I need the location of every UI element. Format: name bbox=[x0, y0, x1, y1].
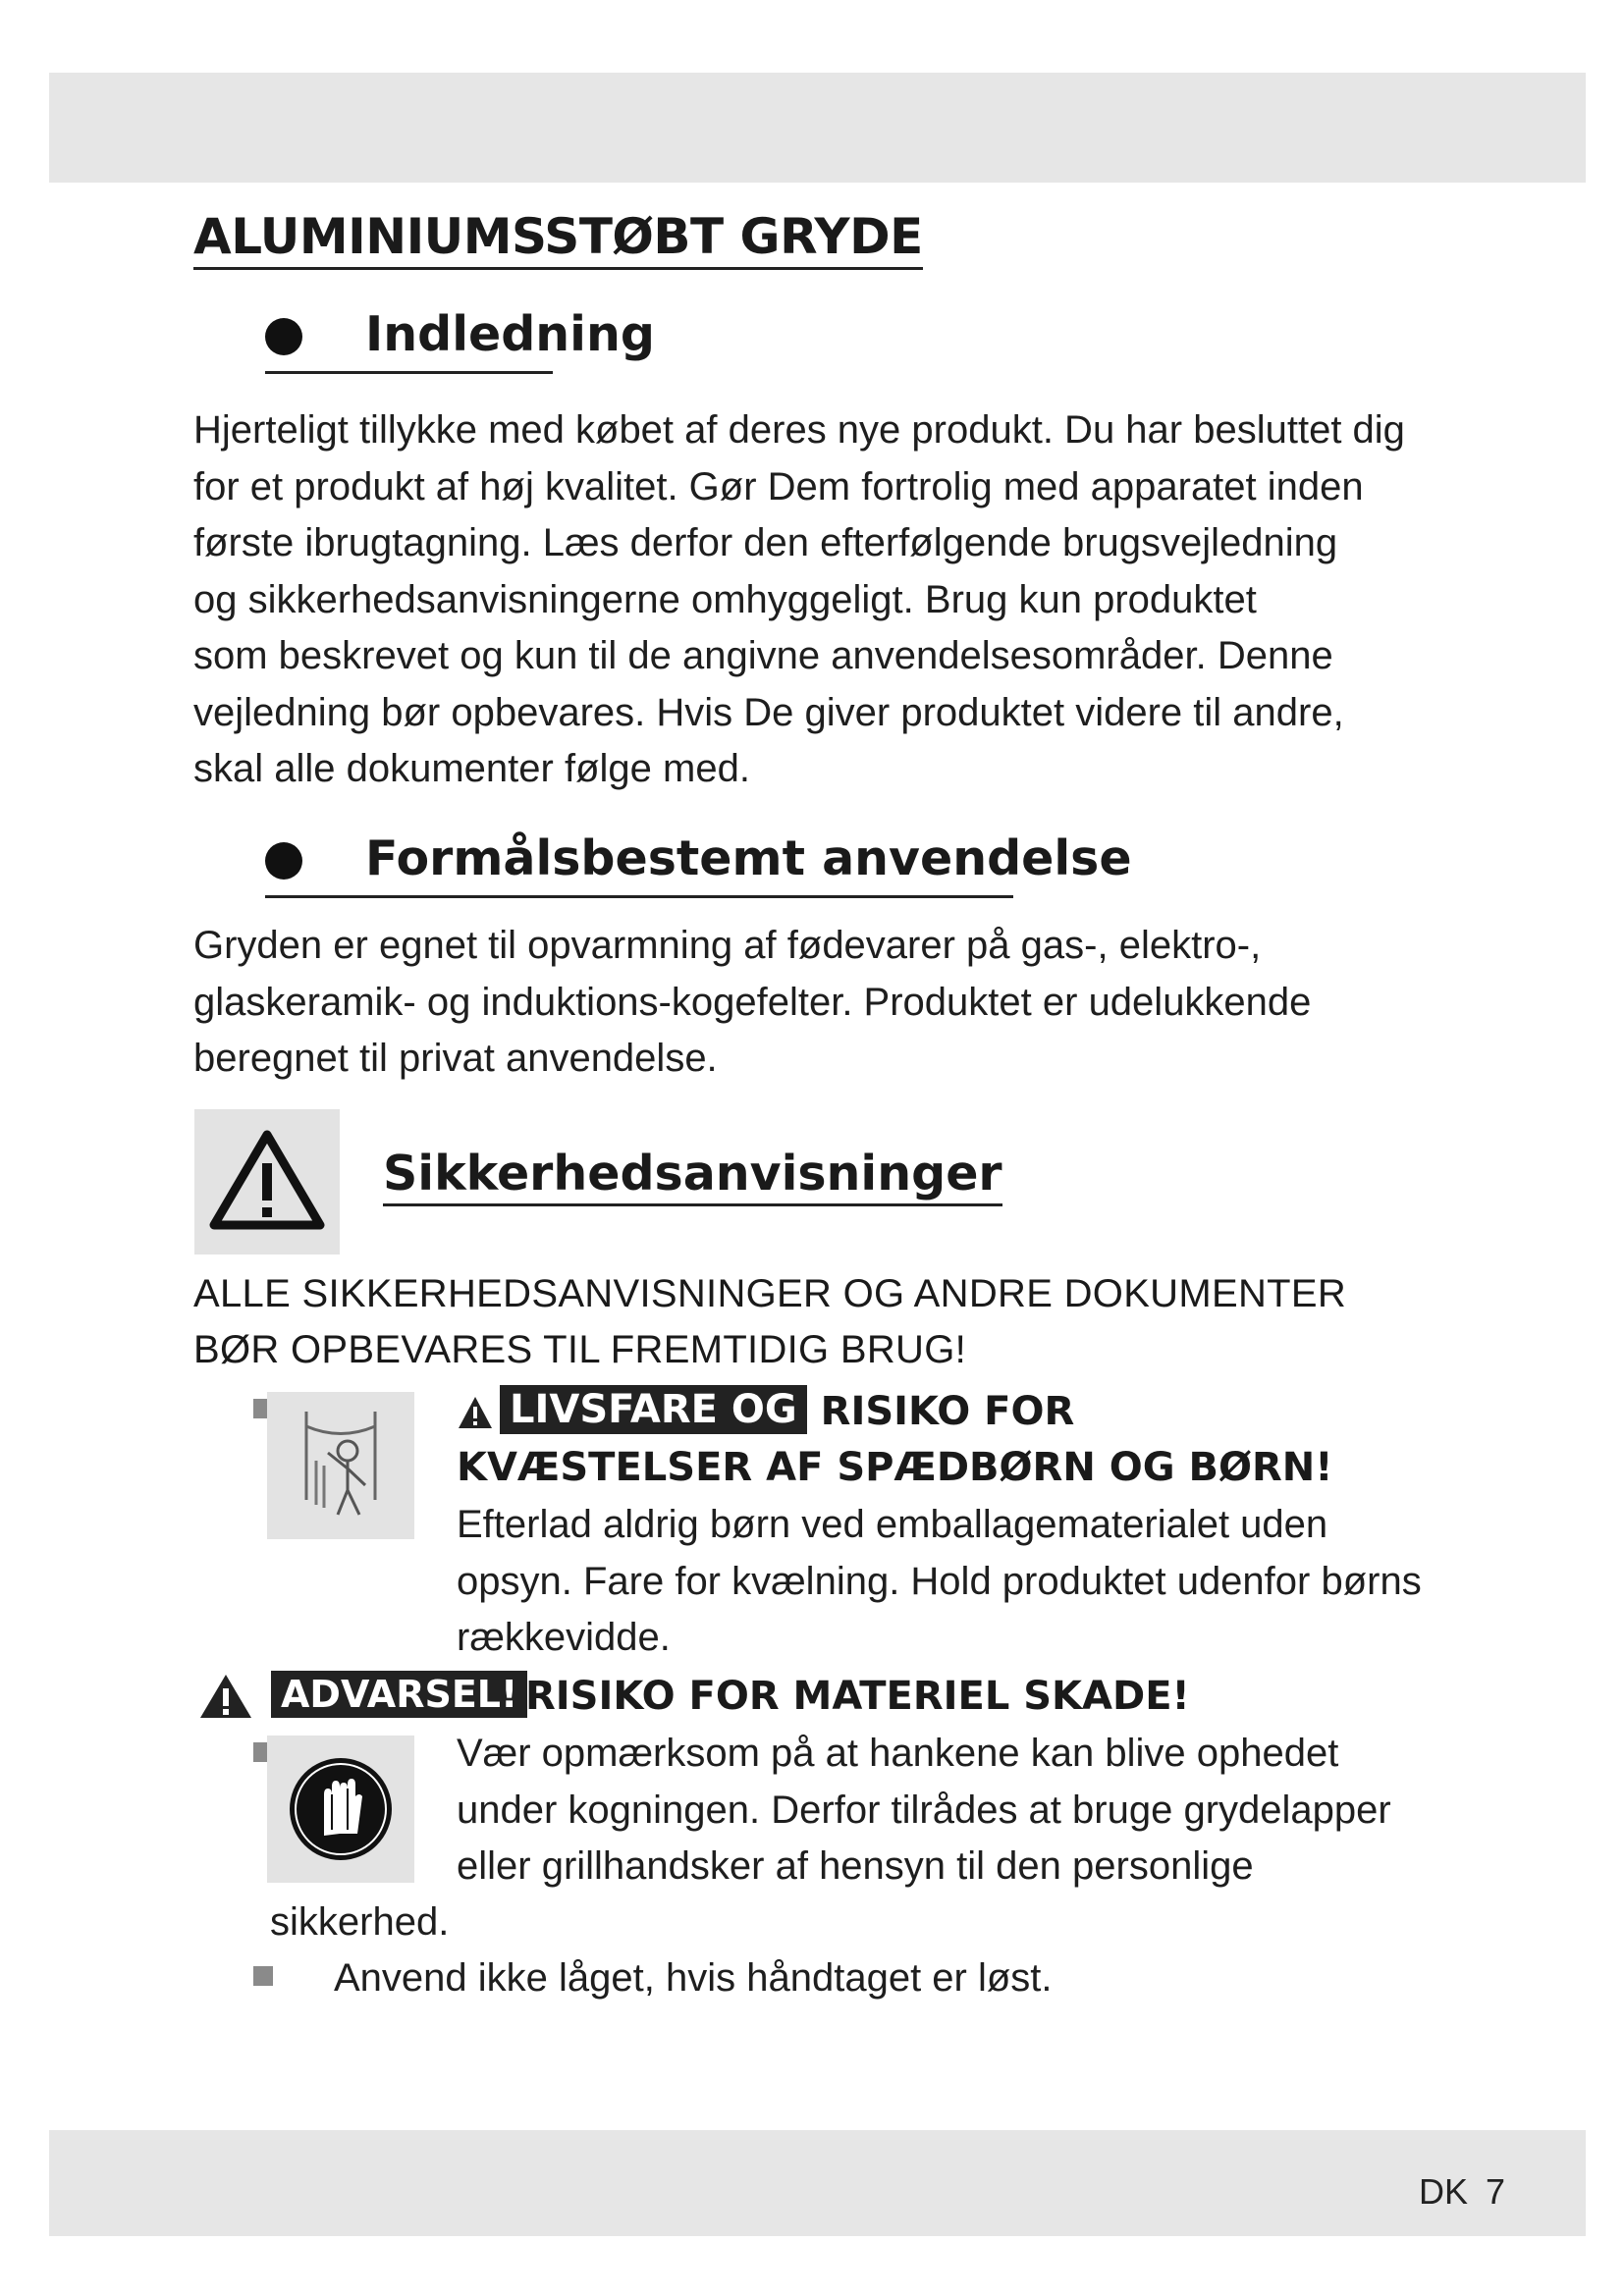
gloves-icon bbox=[267, 1735, 414, 1883]
warning-text-tail: sikkerhed. bbox=[270, 1900, 450, 1944]
advarsel-tag: ADVARSEL! bbox=[271, 1671, 527, 1718]
warning-triangle-icon bbox=[457, 1395, 494, 1430]
danger-line2: KVÆSTELSER AF SPÆDBØRN OG BØRN! bbox=[457, 1445, 1333, 1490]
child-hazard-icon bbox=[267, 1392, 414, 1539]
heading-underline bbox=[265, 895, 1013, 898]
intro-heading: Indledning bbox=[365, 306, 655, 362]
intended-use-heading: Formålsbestemt anvendelse bbox=[365, 830, 1132, 886]
page-language: DK bbox=[1418, 2171, 1468, 2212]
footer-band bbox=[49, 2130, 1586, 2236]
safety-heading: Sikkerhedsanvisninger bbox=[383, 1146, 1002, 1206]
danger-line1: RISIKO FOR bbox=[820, 1389, 1075, 1434]
bullet-dot-icon bbox=[265, 842, 302, 880]
page-number bbox=[1419, 2171, 1505, 2213]
danger-line bbox=[457, 1384, 1074, 1440]
bullet-lid-text: Anvend ikke låget, hvis håndtaget er løst. bbox=[334, 1956, 1053, 2000]
warning-triangle-icon bbox=[194, 1109, 340, 1255]
bullet-dot-icon bbox=[265, 318, 302, 355]
danger-text: Efterlad aldrig børn ved emballagematerialet uden opsyn. Fare for kvælning. Hold produktet udenfor børns rækkevidde. bbox=[457, 1503, 1422, 1659]
intended-use-paragraph: Gryden er egnet til opvarmning af fødevarer på gas-, elektro-, glaskeramik- og induktions-kogefelter. Produktet er udelukkende beregnet til privat anvendelse. bbox=[193, 924, 1312, 1080]
document-title: ALUMINIUMSSTØBT GRYDE bbox=[193, 208, 923, 270]
danger-tag: LIVSFARE OG bbox=[500, 1385, 807, 1434]
header-band bbox=[49, 73, 1586, 183]
warning-triangle-icon bbox=[196, 1671, 255, 1722]
safety-intro-caps: ALLE SIKKERHEDSANVISNINGER OG ANDRE DOKUMENTER BØR OPBEVARES TIL FREMTIDIG BRUG! bbox=[193, 1272, 1347, 1371]
heading-underline bbox=[265, 371, 553, 374]
warning-text: Vær opmærksom på at hankene kan blive ophedet under kogningen. Derfor tilrådes at bruge grydelapper eller grillhandsker af hensyn til den personlige bbox=[457, 1732, 1391, 1888]
warning-title: RISIKO FOR MATERIEL SKADE! bbox=[525, 1674, 1190, 1719]
list-bullet bbox=[253, 1966, 273, 1986]
page-number-value: 7 bbox=[1485, 2171, 1505, 2212]
intro-paragraph: Hjerteligt tillykke med købet af deres nye produkt. Du har besluttet dig for et produkt af høj kvalitet. Gør Dem fortrolig med apparatet inden første ibrugtagning. Læs derfor den efterfølgende brugsvejledning og sikkerhedsanvisningerne omhyggeligt. Brug kun produktet som beskrevet og kun til de angivne anvendelsesområder. Denne vejledning bør opbevares. Hvis De giver produktet videre til andre, skal alle dokumenter følge med. bbox=[193, 408, 1405, 790]
